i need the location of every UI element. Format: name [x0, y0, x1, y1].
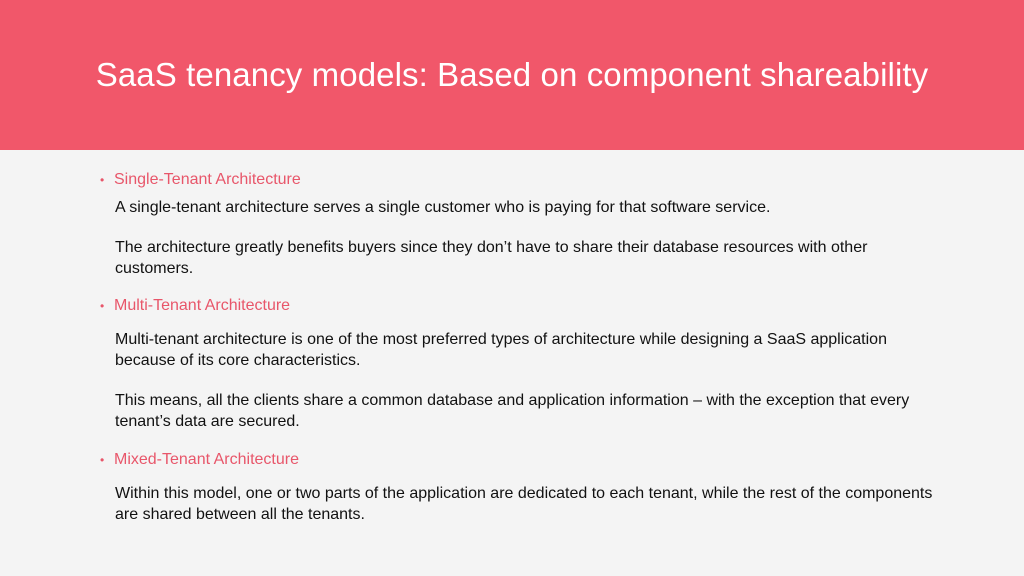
multi-tenant-paragraph-2: This means, all the clients share a common database and application information – with the exception that every tenant’s data are secured.	[115, 392, 910, 430]
heading-text: Mixed-Tenant Architecture	[114, 451, 299, 468]
bullet-icon: •	[100, 173, 105, 187]
mixed-tenant-paragraph-1: Within this model, one or two parts of the application are dedicated to each tenant, while the rest of the components are shared between all the tenants.	[115, 485, 933, 523]
multi-tenant-paragraph-1: Multi-tenant architecture is one of the most preferred types of architecture while designing a SaaS application because of its core characteristics.	[115, 331, 887, 369]
section-heading-multi-tenant	[100, 295, 290, 317]
bullet-icon: •	[100, 453, 105, 467]
heading-text: Multi-Tenant Architecture	[114, 297, 291, 314]
section-heading-single-tenant	[100, 169, 301, 191]
heading-text: Single-Tenant Architecture	[114, 171, 301, 188]
bullet-icon: •	[100, 299, 105, 313]
slide-title: SaaS tenancy models: Based on component shareability	[95, 56, 929, 93]
single-tenant-paragraph-1: A single-tenant architecture serves a single customer who is paying for that software service.	[115, 199, 771, 216]
single-tenant-paragraph-2: The architecture greatly benefits buyers since they don’t have to share their database resources with other customers.	[115, 239, 868, 277]
section-heading-mixed-tenant	[100, 449, 299, 471]
